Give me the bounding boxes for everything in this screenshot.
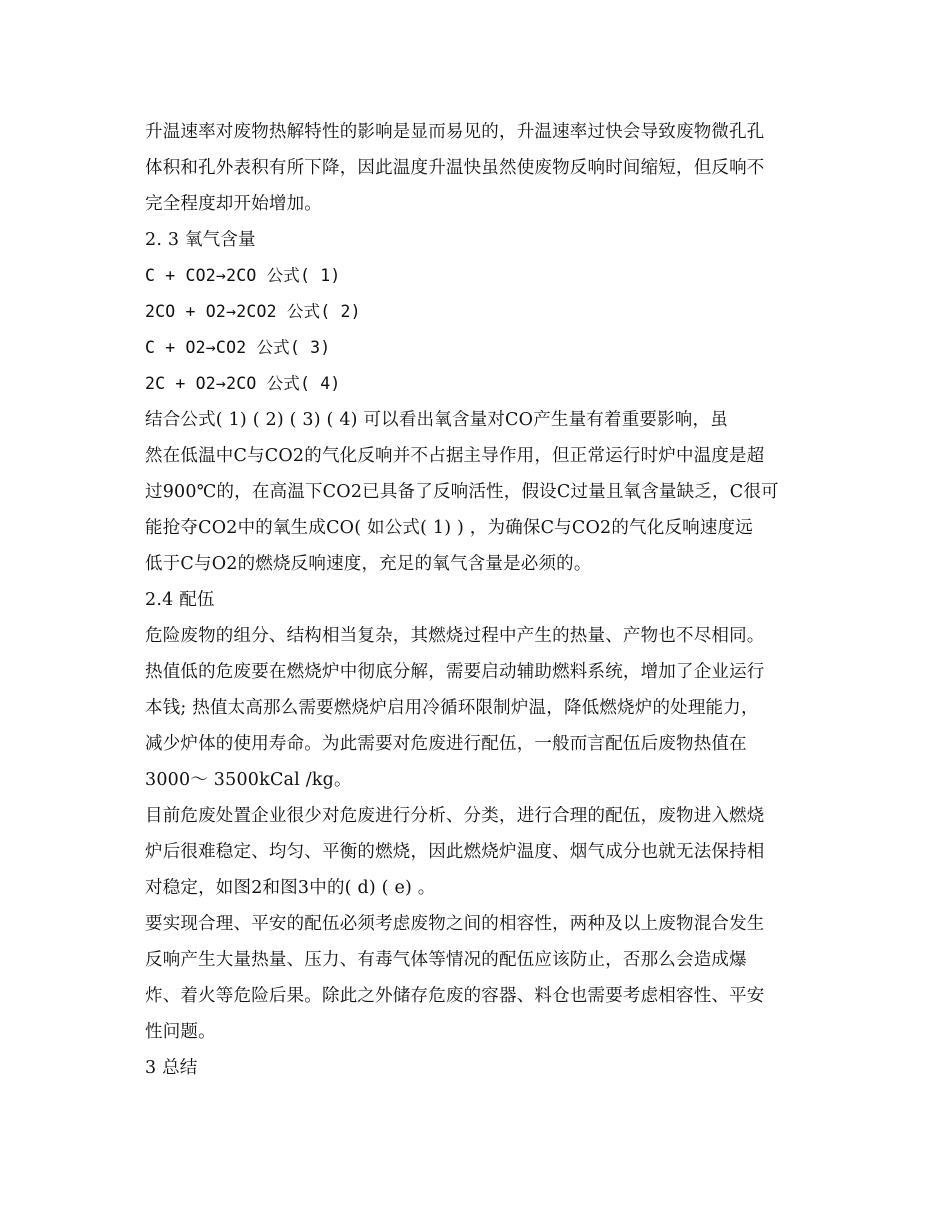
paragraph-line: 要实现合理、平安的配伍必须考虑废物之间的相容性，两种及以上废物混合发生 xyxy=(145,914,765,934)
paragraph-line: 炉后很难稳定、均匀、平衡的燃烧，因此燃烧炉温度、烟气成分也就无法保持相 xyxy=(145,842,765,862)
paragraph-line: 危险废物的组分、结构相当复杂，其燃烧过程中产生的热量、产物也不尽相同。 xyxy=(145,626,765,646)
paragraph-line: 热值低的危废要在燃烧炉中彻底分解，需要启动辅助燃料系统，增加了企业运行 xyxy=(145,662,765,682)
paragraph-line: 然在低温中C与CO2的气化反响并不占据主导作用，但正常运行时炉中温度是超 xyxy=(145,446,765,466)
paragraph-line: 本钱; 热值太高那么需要燃烧炉启用冷循环限制炉温，降低燃烧炉的处理能力， xyxy=(145,698,759,718)
paragraph-line: 目前危废处置企业很少对危废进行分析、分类，进行合理的配伍，废物进入燃烧 xyxy=(145,806,765,826)
formula-3: C + O2→CO2 公式( 3) xyxy=(145,338,331,357)
paragraph-line: 体积和孔外表积有所下降，因此温度升温快虽然使废物反响时间缩短，但反响不 xyxy=(145,158,765,178)
formula-1: C + CO2→2CO 公式( 1) xyxy=(145,266,341,285)
section-heading-summary: 3 总结 xyxy=(145,1058,198,1078)
paragraph-line: 性问题。 xyxy=(145,1022,216,1042)
paragraph-line: 反响产生大量热量、压力、有毒气体等情况的配伍应该防止，否那么会造成爆 xyxy=(145,950,747,970)
section-heading-oxygen: 2. 3 氧气含量 xyxy=(145,230,256,250)
paragraph-line: 减少炉体的使用寿命。为此需要对危废进行配伍，一般而言配伍后废物热值在 xyxy=(145,734,747,754)
paragraph-line: 完全程度却开始增加。 xyxy=(145,194,322,214)
paragraph-line: 炸、着火等危险后果。除此之外储存危废的容器、料仓也需要考虑相容性、平安 xyxy=(145,986,765,1006)
paragraph-line: 低于C与O2的燃烧反响速度，充足的氧气含量是必须的。 xyxy=(145,554,592,574)
formula-2: 2CO + O2→2CO2 公式( 2) xyxy=(145,302,361,321)
document-body xyxy=(145,114,810,1086)
paragraph-line: 结合公式( 1) ( 2) ( 3) ( 4) 可以看出氧含量对CO产生量有着重要影响，虽 xyxy=(145,410,728,430)
paragraph-line: 过900℃的，在高温下CO2已具备了反响活性，假设C过量且氧含量缺乏，C很可 xyxy=(145,482,779,502)
paragraph-line: 3000～ 3500kCal /kg。 xyxy=(145,770,352,790)
paragraph-line: 对稳定，如图2和图3中的( d) ( e) 。 xyxy=(145,878,436,898)
paragraph-line: 升温速率对废物热解特性的影响是显而易见的，升温速率过快会导致废物微孔孔 xyxy=(145,122,765,142)
formula-4: 2C + O2→2CO 公式( 4) xyxy=(145,374,341,393)
paragraph-line: 能抢夺CO2中的氧生成CO( 如公式( 1) ) ，为确保C与CO2的气化反响速度远 xyxy=(145,518,753,538)
section-heading-compatibility: 2.4 配伍 xyxy=(145,590,215,610)
